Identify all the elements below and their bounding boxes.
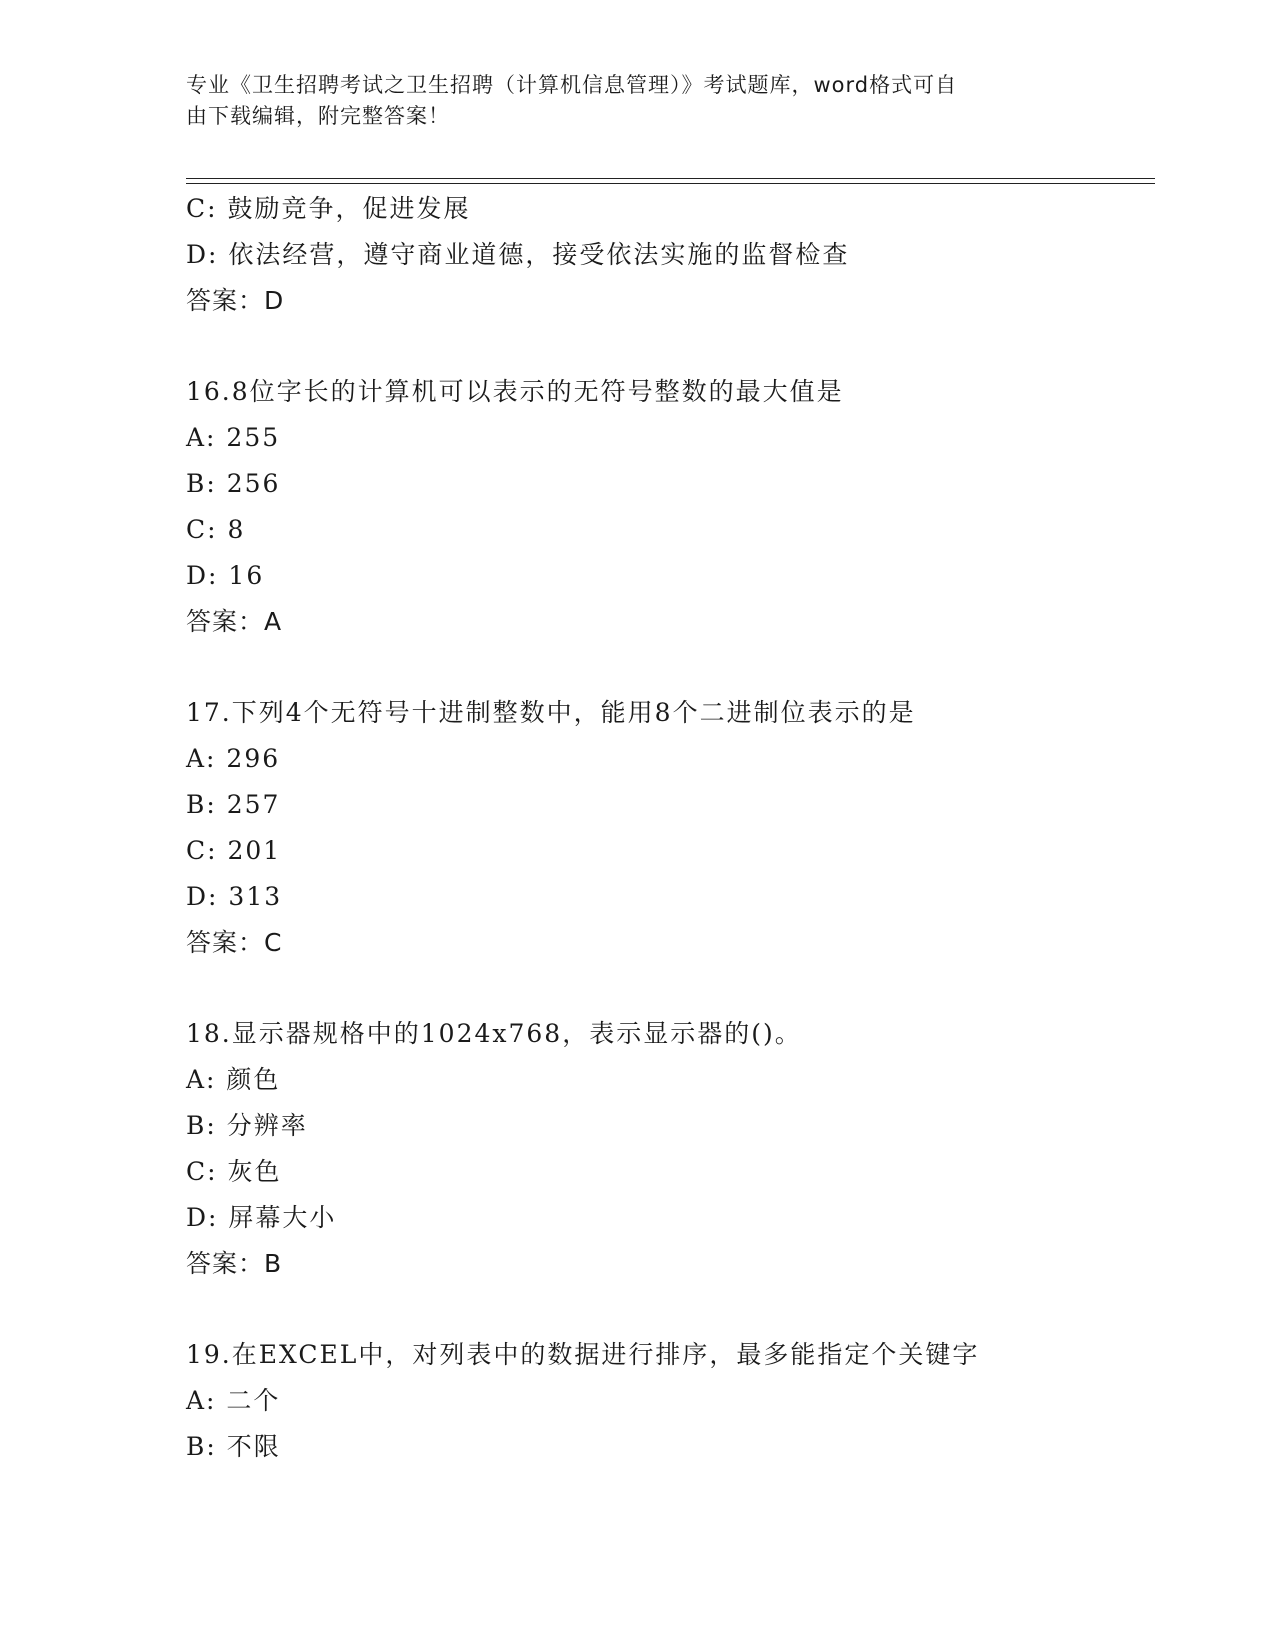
option-d: D: 16	[186, 561, 265, 590]
option-c: C: 灰色	[186, 1157, 282, 1186]
question-19	[186, 1332, 1186, 1470]
option-a: A: 296	[186, 744, 281, 773]
option-d: D: 依法经营，遵守商业道德，接受依法实施的监督检查	[186, 240, 850, 269]
document-header	[186, 70, 1066, 132]
question-list	[186, 186, 1186, 1470]
option-b: B: 分辨率	[186, 1111, 308, 1140]
answer: 答案：C	[186, 928, 283, 957]
option-c: C: 鼓励竞争，促进发展	[186, 194, 471, 223]
option-b: B: 257	[186, 790, 281, 819]
option-a: A: 255	[186, 423, 281, 452]
question-text: 18.显示器规格中的1024x768，表示显示器的()。	[186, 1019, 802, 1048]
option-d: D: 屏幕大小	[186, 1203, 337, 1232]
option-d: D: 313	[186, 882, 283, 911]
answer: 答案：A	[186, 607, 283, 636]
question-18	[186, 1011, 1186, 1287]
option-a: A: 颜色	[186, 1065, 281, 1094]
question-17	[186, 690, 1186, 966]
option-b: B: 不限	[186, 1432, 281, 1461]
question-16	[186, 369, 1186, 645]
answer: 答案：D	[186, 286, 285, 315]
question-text: 17.下列4个无符号十进制整数中，能用8个二进制位表示的是	[186, 698, 916, 727]
option-b: B: 256	[186, 469, 281, 498]
header-line-1: 专业《卫生招聘考试之卫生招聘（计算机信息管理）》考试题库，word格式可自	[186, 73, 958, 97]
question-text: 16.8位字长的计算机可以表示的无符号整数的最大值是	[186, 377, 844, 406]
option-c: C: 8	[186, 515, 246, 544]
answer: 答案：B	[186, 1249, 283, 1278]
header-line-2: 由下载编辑，附完整答案！	[186, 104, 450, 128]
option-a: A: 二个	[186, 1386, 281, 1415]
option-c: C: 201	[186, 836, 282, 865]
header-divider-bottom	[186, 183, 1155, 184]
header-divider-top	[186, 178, 1155, 179]
question-15-partial	[186, 186, 1186, 324]
question-text: 19.在EXCEL中，对列表中的数据进行排序，最多能指定个关键字	[186, 1340, 980, 1369]
